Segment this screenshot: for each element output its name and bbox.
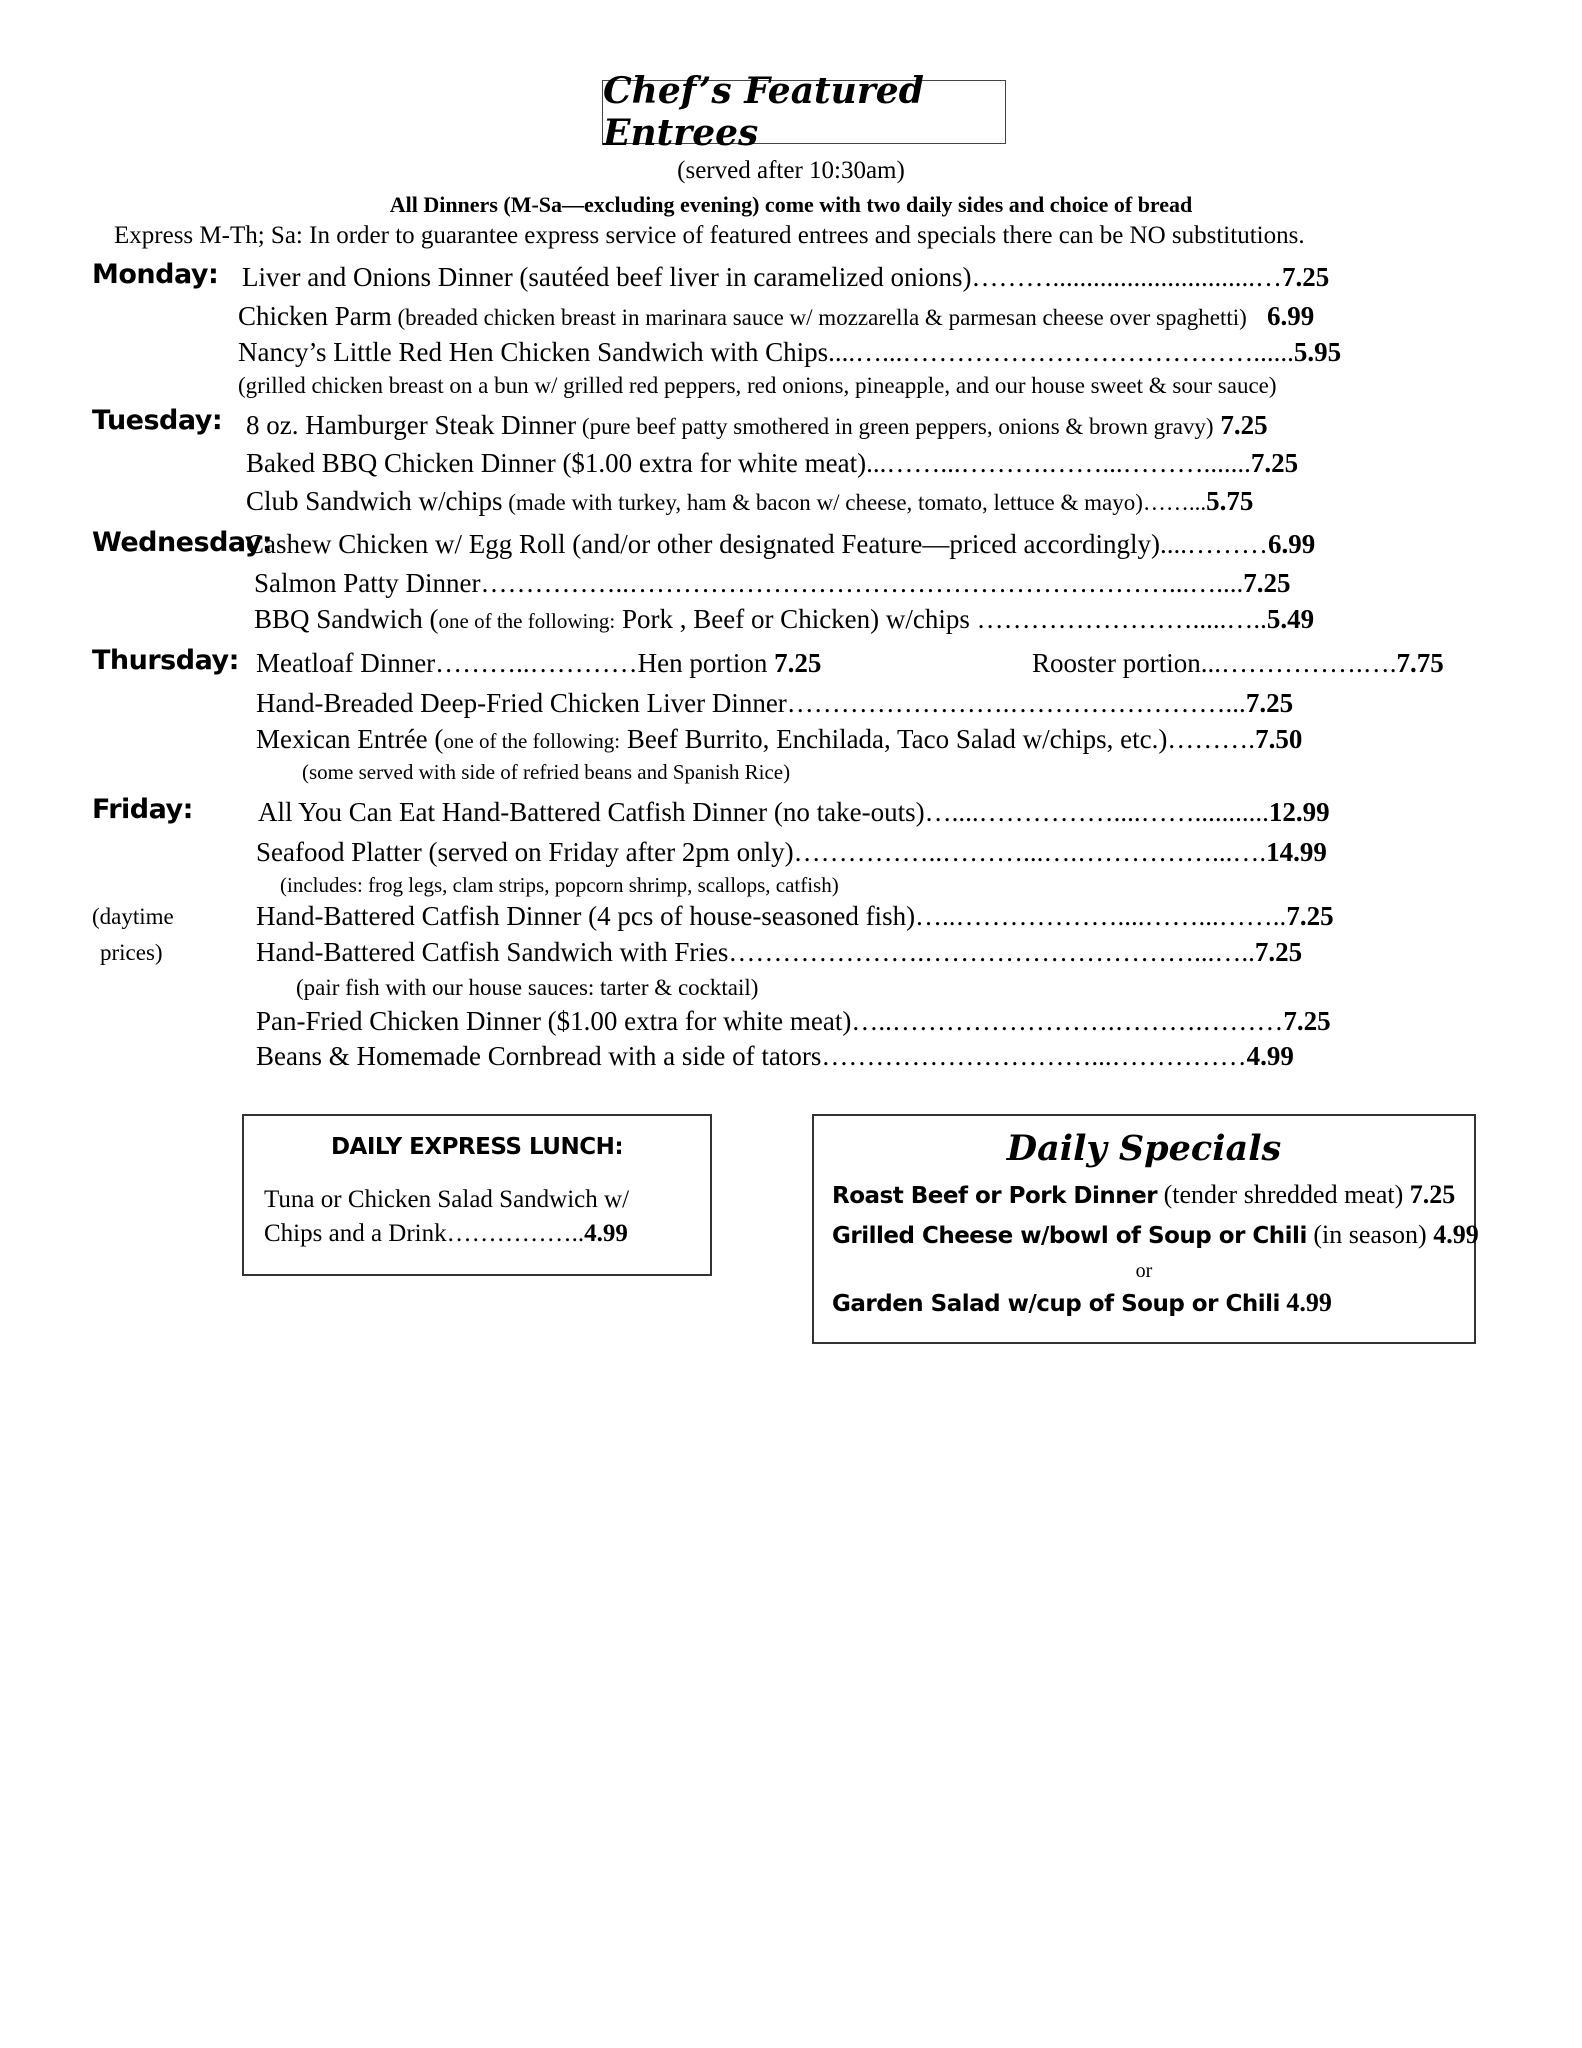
- menu-item: Rooster portion...…………….….7.75: [1032, 648, 1444, 678]
- special-item: Garden Salad w/cup of Soup or Chili 4.99: [832, 1288, 1332, 1317]
- monday-label: Monday:: [92, 259, 219, 290]
- served-note: (served after 10:30am): [677, 157, 905, 184]
- special-item: Grilled Cheese w/bowl of Soup or Chili (in season) 4.99: [832, 1220, 1479, 1249]
- menu-item: Chicken Parm (breaded chicken breast in marinara sauce w/ mozzarella & parmesan cheese over spaghetti) 6.99: [238, 301, 1315, 331]
- special-item: Roast Beef or Pork Dinner (tender shredded meat) 7.25: [832, 1180, 1456, 1209]
- menu-item: BBQ Sandwich (one of the following: Pork , Beef or Chicken) w/chips …………………….....…..5.49: [254, 604, 1315, 634]
- express-lunch-line: Chips and a Drink……………..4.99: [264, 1220, 628, 1247]
- daily-specials-box: [812, 1114, 1479, 1344]
- menu-item: 8 oz. Hamburger Steak Dinner (pure beef patty smothered in green peppers, onions & brown gravy) 7.25: [246, 410, 1268, 440]
- menu-item: All You Can Eat Hand-Battered Catfish Dinner (no take-outs)…....……………....……...........12.99: [258, 797, 1330, 827]
- daytime-note: (daytime: [92, 904, 174, 929]
- menu-item: Cashew Chicken w/ Egg Roll (and/or other designated Feature—priced accordingly)....………6.99: [246, 529, 1316, 559]
- menu-item: Club Sandwich w/chips (made with turkey, ham & bacon w/ cheese, tomato, lettuce & mayo)……...5.75: [246, 486, 1254, 516]
- menu-item: Meatloaf Dinner………..…………Hen portion 7.25: [256, 648, 822, 678]
- title-box: [602, 70, 1006, 154]
- tuesday-label: Tuesday:: [92, 405, 223, 436]
- menu-item: Hand-Battered Catfish Dinner (4 pcs of house-seasoned fish)…..………………....……...……..7.25: [256, 901, 1334, 931]
- menu-item: Hand-Breaded Deep-Fried Chicken Liver Dinner…………………….……………………...7.25: [256, 688, 1294, 718]
- menu-item: Pan-Fried Chicken Dinner ($1.00 extra for white meat)…..…………………….……….………7.25: [256, 1006, 1331, 1036]
- menu-item: Baked BBQ Chicken Dinner ($1.00 extra for white meat)...……...……….……...……….......7.25: [246, 448, 1299, 478]
- express-lunch-box: [242, 1114, 712, 1276]
- daytime-note: prices): [100, 940, 163, 965]
- menu-item: Liver and Onions Dinner (sautéed beef liver in caramelized onions)………..............................…7.25: [242, 262, 1330, 292]
- item-description: (pair fish with our house sauces: tarter & cocktail): [296, 975, 759, 1000]
- menu-item: Seafood Platter (served on Friday after 2pm only)……………..………...….……………...….14.99: [256, 837, 1327, 867]
- daily-specials-title: Daily Specials: [1006, 1128, 1282, 1169]
- express-note: Express M-Th; Sa: In order to guarantee express service of featured entrees and specials there can be NO substitutions.: [114, 222, 1305, 249]
- menu-item: Beans & Homemade Cornbread with a side of tators…………………………...……………4.99: [256, 1041, 1294, 1071]
- menu-item: Mexican Entrée (one of the following: Beef Burrito, Enchilada, Taco Salad w/chips, etc.)……….7.50: [256, 724, 1303, 754]
- dinners-note: All Dinners (M-Sa—excluding evening) come with two daily sides and choice of bread: [389, 192, 1193, 217]
- express-lunch-line: Tuna or Chicken Salad Sandwich w/: [264, 1186, 630, 1213]
- menu-item: Salmon Patty Dinner……………..……………………………………………………...…....7.25: [254, 568, 1291, 598]
- friday-label: Friday:: [92, 794, 193, 825]
- express-lunch-title: DAILY EXPRESS LUNCH:: [330, 1134, 624, 1160]
- thursday-label: Thursday:: [92, 645, 239, 676]
- page-title: Chef’s Featured Entrees: [603, 70, 924, 154]
- menu-item: Nancy’s Little Red Hen Chicken Sandwich with Chips....…...…………………………………......5.95: [238, 337, 1342, 367]
- item-description: (some served with side of refried beans and Spanish Rice): [302, 760, 791, 784]
- or-separator: or: [1135, 1260, 1153, 1282]
- item-description: (grilled chicken breast on a bun w/ grilled red peppers, red onions, pineapple, and our house sweet & sour sauce): [238, 373, 1277, 398]
- wednesday-label: Wednesday:: [92, 527, 273, 558]
- item-description: (includes: frog legs, clam strips, popcorn shrimp, scallops, catfish): [280, 873, 839, 897]
- menu-item: Hand-Battered Catfish Sandwich with Fries………………….…………………………...…..7.25: [256, 937, 1303, 967]
